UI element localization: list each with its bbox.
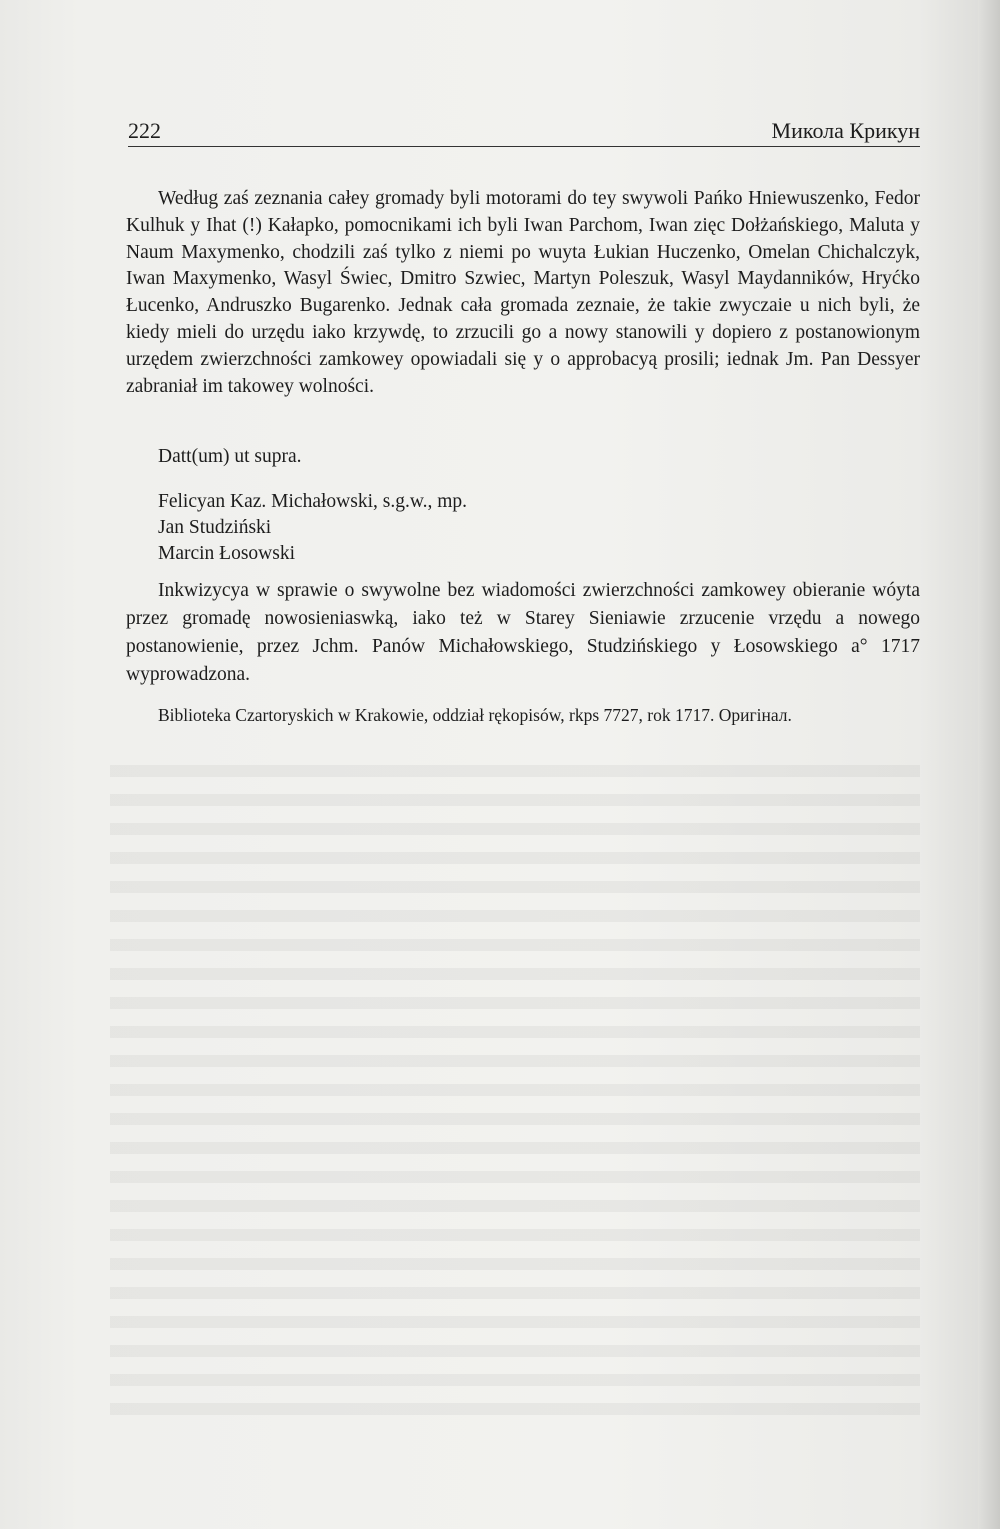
main-paragraph <box>126 186 920 400</box>
document-title-note <box>126 577 920 689</box>
page-number: 222 <box>128 118 161 143</box>
dated-line: Datt(um) ut supra. <box>158 446 302 467</box>
signature-line: Marcin Łosowski <box>158 543 296 564</box>
paragraph-text: Według zaś zeznania całey gromady byli motorami do tey swywoli Pańko Hniewuszenko, Fedor Kulhuk y Ihat (!) Kałapko, pomocnikami ich byli Iwan Parchom, Iwan zięc Dołżańskiego, Maluta y Naum Maxymenko, chodzili zaś tylko z niemi po wuyta Łukian Huczenko, Omelan Chichalczyk, Iwan Maxymenko, Wasyl Świec, Dmitro Szwiec, Martyn Poleszuk, Wasyl Maydanników, Hryćko Łucenko, Andruszko Bugarenko. Jednak cała gromada zeznaie, że takie zwyczaie u nich byli, że kiedy mieli do urzędu iako krzywdę, to zrzucili go a nowy stanowili y dopiero z postanowionym urzędem zwierzchności zamkowey opowiadali się y o approbacyą prosili; iednak Jm. Pan Dessyer zabraniał im takowey wolności. <box>126 188 920 397</box>
source-citation: Biblioteka Czartoryskich w Krakowie, oddział rękopisów, rkps 7727, rok 1717. Оригінал. <box>158 705 792 725</box>
bleed-through-texture <box>110 765 920 1415</box>
signature-line: Felicyan Kaz. Michałowski, s.g.w., mp. <box>158 491 468 512</box>
signature-block <box>158 489 467 567</box>
running-head: Микола Крикун <box>771 118 920 143</box>
signature-line: Jan Studziński <box>158 517 272 538</box>
title-note-text: Inkwizycya w sprawie o swywolne bez wiadomości zwierzchności zamkowey obieranie wóyta przez gromadę nowosieniaswką, iako też w Starey Sieniawie zrzucenie vrzędu a nowego postanowienie, przez Jchm. Panów Michałowskiego, Studzińskiego y Łosowskiego a° 1717 wyprowadzona. <box>126 580 920 685</box>
page-header <box>128 118 920 148</box>
header-rule <box>128 146 920 147</box>
page-edge-shadow <box>978 0 1000 1529</box>
